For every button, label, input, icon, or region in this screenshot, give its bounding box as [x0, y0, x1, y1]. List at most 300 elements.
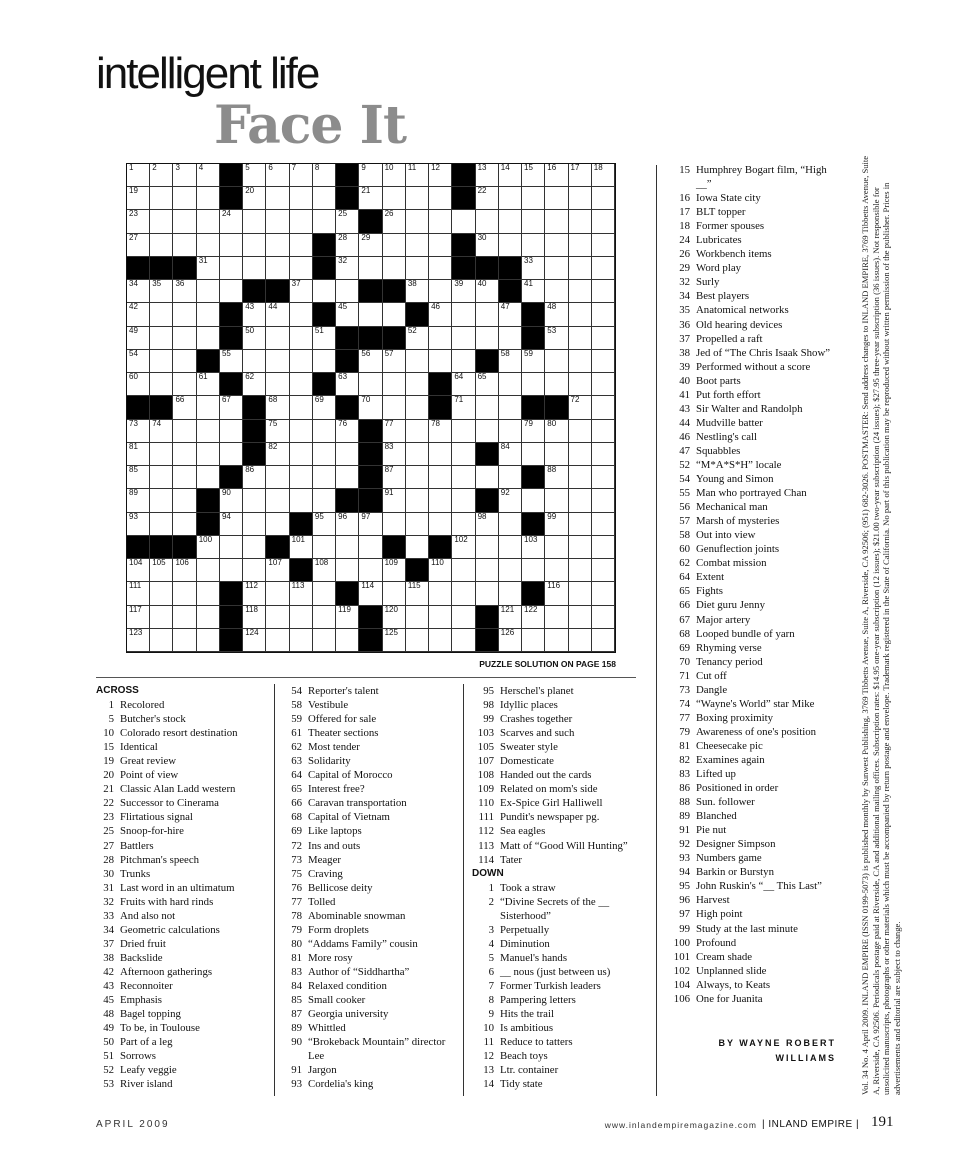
grid-cell[interactable]	[266, 513, 289, 536]
grid-cell[interactable]	[429, 350, 452, 373]
grid-cell[interactable]	[266, 210, 289, 233]
grid-cell[interactable]	[336, 466, 359, 489]
grid-cell[interactable]	[127, 629, 150, 652]
grid-cell[interactable]	[406, 350, 429, 373]
grid-cell[interactable]	[569, 559, 592, 582]
grid-cell[interactable]	[499, 559, 522, 582]
grid-cell[interactable]	[429, 513, 452, 536]
grid-cell[interactable]	[197, 373, 220, 396]
grid-cell[interactable]	[429, 420, 452, 443]
grid-cell[interactable]	[499, 606, 522, 629]
grid-cell[interactable]	[569, 396, 592, 419]
grid-cell[interactable]	[522, 210, 545, 233]
grid-cell[interactable]	[569, 420, 592, 443]
grid-cell[interactable]	[452, 373, 475, 396]
grid-cell[interactable]	[452, 443, 475, 466]
grid-cell[interactable]	[569, 280, 592, 303]
grid-cell[interactable]	[243, 327, 266, 350]
grid-cell[interactable]	[127, 466, 150, 489]
grid-cell[interactable]	[592, 327, 615, 350]
grid-cell[interactable]	[499, 327, 522, 350]
grid-cell[interactable]	[545, 443, 568, 466]
grid-cell[interactable]	[545, 257, 568, 280]
grid-cell[interactable]	[173, 187, 196, 210]
grid-cell[interactable]	[383, 164, 406, 187]
grid-cell[interactable]	[313, 559, 336, 582]
grid-cell[interactable]	[243, 164, 266, 187]
grid-cell[interactable]	[313, 164, 336, 187]
grid-cell[interactable]	[545, 513, 568, 536]
grid-cell[interactable]	[150, 234, 173, 257]
grid-cell[interactable]	[383, 234, 406, 257]
grid-cell[interactable]	[452, 513, 475, 536]
grid-cell[interactable]	[429, 234, 452, 257]
grid-cell[interactable]	[545, 582, 568, 605]
grid-cell[interactable]	[336, 559, 359, 582]
grid-cell[interactable]	[545, 350, 568, 373]
grid-cell[interactable]	[429, 582, 452, 605]
grid-cell[interactable]	[569, 443, 592, 466]
grid-cell[interactable]	[173, 303, 196, 326]
grid-cell[interactable]	[197, 257, 220, 280]
grid-cell[interactable]	[150, 466, 173, 489]
grid-cell[interactable]	[336, 420, 359, 443]
grid-cell[interactable]	[150, 513, 173, 536]
grid-cell[interactable]	[499, 396, 522, 419]
grid-cell[interactable]	[290, 536, 313, 559]
grid-cell[interactable]	[243, 489, 266, 512]
grid-cell[interactable]	[127, 606, 150, 629]
grid-cell[interactable]	[197, 187, 220, 210]
grid-cell[interactable]	[336, 210, 359, 233]
grid-cell[interactable]	[150, 582, 173, 605]
grid-cell[interactable]	[406, 606, 429, 629]
grid-cell[interactable]	[476, 373, 499, 396]
grid-cell[interactable]	[266, 234, 289, 257]
grid-cell[interactable]	[127, 513, 150, 536]
grid-cell[interactable]	[127, 443, 150, 466]
grid-cell[interactable]	[476, 536, 499, 559]
grid-cell[interactable]	[499, 373, 522, 396]
grid-cell[interactable]	[476, 582, 499, 605]
grid-cell[interactable]	[313, 629, 336, 652]
grid-cell[interactable]	[197, 327, 220, 350]
grid-cell[interactable]	[243, 234, 266, 257]
grid-cell[interactable]	[243, 187, 266, 210]
crossword-grid[interactable]	[126, 163, 616, 653]
grid-cell[interactable]	[150, 303, 173, 326]
grid-cell[interactable]	[266, 327, 289, 350]
grid-cell[interactable]	[197, 303, 220, 326]
grid-cell[interactable]	[313, 489, 336, 512]
grid-cell[interactable]	[499, 164, 522, 187]
grid-cell[interactable]	[499, 443, 522, 466]
grid-cell[interactable]	[476, 164, 499, 187]
grid-cell[interactable]	[290, 582, 313, 605]
grid-cell[interactable]	[569, 513, 592, 536]
grid-cell[interactable]	[127, 420, 150, 443]
grid-cell[interactable]	[452, 303, 475, 326]
grid-cell[interactable]	[592, 559, 615, 582]
grid-cell[interactable]	[569, 327, 592, 350]
grid-cell[interactable]	[476, 466, 499, 489]
grid-cell[interactable]	[499, 513, 522, 536]
grid-cell[interactable]	[476, 420, 499, 443]
grid-cell[interactable]	[243, 466, 266, 489]
grid-cell[interactable]	[173, 210, 196, 233]
grid-cell[interactable]	[476, 396, 499, 419]
grid-cell[interactable]	[406, 187, 429, 210]
grid-cell[interactable]	[476, 187, 499, 210]
grid-cell[interactable]	[173, 582, 196, 605]
grid-cell[interactable]	[452, 559, 475, 582]
grid-cell[interactable]	[243, 257, 266, 280]
grid-cell[interactable]	[336, 536, 359, 559]
grid-cell[interactable]	[197, 420, 220, 443]
grid-cell[interactable]	[499, 234, 522, 257]
grid-cell[interactable]	[197, 443, 220, 466]
grid-cell[interactable]	[545, 606, 568, 629]
grid-cell[interactable]	[150, 559, 173, 582]
grid-cell[interactable]	[220, 280, 243, 303]
grid-cell[interactable]	[406, 420, 429, 443]
grid-cell[interactable]	[359, 513, 382, 536]
grid-cell[interactable]	[592, 234, 615, 257]
grid-cell[interactable]	[243, 606, 266, 629]
grid-cell[interactable]	[173, 396, 196, 419]
grid-cell[interactable]	[569, 303, 592, 326]
grid-cell[interactable]	[266, 582, 289, 605]
grid-cell[interactable]	[522, 536, 545, 559]
grid-cell[interactable]	[452, 280, 475, 303]
grid-cell[interactable]	[476, 327, 499, 350]
grid-cell[interactable]	[359, 350, 382, 373]
grid-cell[interactable]	[406, 536, 429, 559]
grid-cell[interactable]	[383, 420, 406, 443]
grid-cell[interactable]	[476, 303, 499, 326]
grid-cell[interactable]	[406, 234, 429, 257]
grid-cell[interactable]	[592, 629, 615, 652]
grid-cell[interactable]	[522, 350, 545, 373]
grid-cell[interactable]	[476, 210, 499, 233]
grid-cell[interactable]	[545, 536, 568, 559]
grid-cell[interactable]	[499, 350, 522, 373]
grid-cell[interactable]	[359, 257, 382, 280]
grid-cell[interactable]	[522, 257, 545, 280]
grid-cell[interactable]	[173, 420, 196, 443]
grid-cell[interactable]	[499, 629, 522, 652]
grid-cell[interactable]	[545, 303, 568, 326]
grid-cell[interactable]	[406, 373, 429, 396]
grid-cell[interactable]	[290, 257, 313, 280]
grid-cell[interactable]	[429, 187, 452, 210]
grid-cell[interactable]	[150, 373, 173, 396]
grid-cell[interactable]	[266, 187, 289, 210]
grid-cell[interactable]	[127, 327, 150, 350]
grid-cell[interactable]	[522, 629, 545, 652]
grid-cell[interactable]	[197, 234, 220, 257]
grid-cell[interactable]	[429, 164, 452, 187]
grid-cell[interactable]	[499, 303, 522, 326]
grid-cell[interactable]	[383, 257, 406, 280]
grid-cell[interactable]	[220, 257, 243, 280]
grid-cell[interactable]	[127, 164, 150, 187]
grid-cell[interactable]	[197, 582, 220, 605]
grid-cell[interactable]	[545, 420, 568, 443]
grid-cell[interactable]	[592, 396, 615, 419]
grid-cell[interactable]	[406, 513, 429, 536]
grid-cell[interactable]	[499, 210, 522, 233]
grid-cell[interactable]	[383, 187, 406, 210]
grid-cell[interactable]	[429, 606, 452, 629]
grid-cell[interactable]	[290, 420, 313, 443]
grid-cell[interactable]	[150, 606, 173, 629]
grid-cell[interactable]	[290, 280, 313, 303]
grid-cell[interactable]	[173, 443, 196, 466]
grid-cell[interactable]	[429, 303, 452, 326]
grid-cell[interactable]	[173, 489, 196, 512]
grid-cell[interactable]	[522, 606, 545, 629]
grid-cell[interactable]	[127, 210, 150, 233]
grid-cell[interactable]	[313, 513, 336, 536]
grid-cell[interactable]	[406, 466, 429, 489]
grid-cell[interactable]	[429, 280, 452, 303]
grid-cell[interactable]	[383, 210, 406, 233]
grid-cell[interactable]	[429, 443, 452, 466]
grid-cell[interactable]	[243, 373, 266, 396]
grid-cell[interactable]	[336, 373, 359, 396]
grid-cell[interactable]	[243, 629, 266, 652]
grid-cell[interactable]	[220, 350, 243, 373]
grid-cell[interactable]	[127, 489, 150, 512]
grid-cell[interactable]	[336, 303, 359, 326]
grid-cell[interactable]	[150, 280, 173, 303]
grid-cell[interactable]	[313, 536, 336, 559]
grid-cell[interactable]	[569, 373, 592, 396]
grid-cell[interactable]	[383, 350, 406, 373]
grid-cell[interactable]	[266, 164, 289, 187]
grid-cell[interactable]	[290, 234, 313, 257]
grid-cell[interactable]	[150, 210, 173, 233]
grid-cell[interactable]	[359, 559, 382, 582]
grid-cell[interactable]	[499, 582, 522, 605]
grid-cell[interactable]	[313, 187, 336, 210]
grid-cell[interactable]	[383, 582, 406, 605]
grid-cell[interactable]	[545, 373, 568, 396]
grid-cell[interactable]	[499, 466, 522, 489]
grid-cell[interactable]	[220, 420, 243, 443]
grid-cell[interactable]	[336, 513, 359, 536]
grid-cell[interactable]	[290, 489, 313, 512]
grid-cell[interactable]	[173, 234, 196, 257]
grid-cell[interactable]	[290, 443, 313, 466]
grid-cell[interactable]	[313, 396, 336, 419]
grid-cell[interactable]	[569, 350, 592, 373]
grid-cell[interactable]	[592, 606, 615, 629]
grid-cell[interactable]	[406, 443, 429, 466]
grid-cell[interactable]	[220, 513, 243, 536]
grid-cell[interactable]	[452, 582, 475, 605]
grid-cell[interactable]	[499, 420, 522, 443]
grid-cell[interactable]	[359, 582, 382, 605]
grid-cell[interactable]	[243, 210, 266, 233]
grid-cell[interactable]	[220, 210, 243, 233]
grid-cell[interactable]	[592, 164, 615, 187]
grid-cell[interactable]	[150, 350, 173, 373]
grid-cell[interactable]	[359, 303, 382, 326]
grid-cell[interactable]	[336, 606, 359, 629]
grid-cell[interactable]	[173, 164, 196, 187]
grid-cell[interactable]	[359, 164, 382, 187]
grid-cell[interactable]	[290, 373, 313, 396]
grid-cell[interactable]	[452, 629, 475, 652]
grid-cell[interactable]	[127, 187, 150, 210]
grid-cell[interactable]	[266, 303, 289, 326]
grid-cell[interactable]	[569, 606, 592, 629]
grid-cell[interactable]	[150, 489, 173, 512]
grid-cell[interactable]	[150, 443, 173, 466]
grid-cell[interactable]	[197, 559, 220, 582]
grid-cell[interactable]	[592, 582, 615, 605]
grid-cell[interactable]	[452, 327, 475, 350]
grid-cell[interactable]	[220, 536, 243, 559]
grid-cell[interactable]	[569, 536, 592, 559]
grid-cell[interactable]	[266, 420, 289, 443]
grid-cell[interactable]	[522, 280, 545, 303]
grid-cell[interactable]	[569, 187, 592, 210]
grid-cell[interactable]	[429, 210, 452, 233]
grid-cell[interactable]	[569, 582, 592, 605]
grid-cell[interactable]	[476, 513, 499, 536]
grid-cell[interactable]	[173, 559, 196, 582]
grid-cell[interactable]	[266, 629, 289, 652]
grid-cell[interactable]	[313, 606, 336, 629]
grid-cell[interactable]	[290, 466, 313, 489]
grid-cell[interactable]	[359, 234, 382, 257]
grid-cell[interactable]	[290, 350, 313, 373]
grid-cell[interactable]	[313, 420, 336, 443]
grid-cell[interactable]	[522, 559, 545, 582]
grid-cell[interactable]	[569, 466, 592, 489]
grid-cell[interactable]	[243, 536, 266, 559]
grid-cell[interactable]	[197, 164, 220, 187]
grid-cell[interactable]	[569, 489, 592, 512]
grid-cell[interactable]	[452, 420, 475, 443]
grid-cell[interactable]	[173, 513, 196, 536]
grid-cell[interactable]	[336, 234, 359, 257]
grid-cell[interactable]	[266, 606, 289, 629]
grid-cell[interactable]	[452, 489, 475, 512]
grid-cell[interactable]	[197, 396, 220, 419]
grid-cell[interactable]	[243, 513, 266, 536]
grid-cell[interactable]	[290, 187, 313, 210]
grid-cell[interactable]	[266, 559, 289, 582]
grid-cell[interactable]	[290, 164, 313, 187]
grid-cell[interactable]	[290, 629, 313, 652]
grid-cell[interactable]	[266, 396, 289, 419]
grid-cell[interactable]	[150, 187, 173, 210]
grid-cell[interactable]	[220, 489, 243, 512]
grid-cell[interactable]	[313, 280, 336, 303]
grid-cell[interactable]	[359, 187, 382, 210]
grid-cell[interactable]	[313, 350, 336, 373]
grid-cell[interactable]	[429, 559, 452, 582]
grid-cell[interactable]	[266, 466, 289, 489]
grid-cell[interactable]	[383, 443, 406, 466]
grid-cell[interactable]	[290, 606, 313, 629]
grid-cell[interactable]	[220, 559, 243, 582]
grid-cell[interactable]	[127, 280, 150, 303]
grid-cell[interactable]	[522, 420, 545, 443]
grid-cell[interactable]	[406, 210, 429, 233]
grid-cell[interactable]	[476, 559, 499, 582]
grid-cell[interactable]	[173, 280, 196, 303]
grid-cell[interactable]	[266, 373, 289, 396]
grid-cell[interactable]	[545, 559, 568, 582]
grid-cell[interactable]	[592, 536, 615, 559]
grid-cell[interactable]	[266, 257, 289, 280]
grid-cell[interactable]	[127, 582, 150, 605]
grid-cell[interactable]	[429, 489, 452, 512]
grid-cell[interactable]	[476, 280, 499, 303]
grid-cell[interactable]	[499, 489, 522, 512]
grid-cell[interactable]	[406, 257, 429, 280]
grid-cell[interactable]	[150, 327, 173, 350]
grid-cell[interactable]	[150, 629, 173, 652]
grid-cell[interactable]	[197, 466, 220, 489]
grid-cell[interactable]	[569, 629, 592, 652]
grid-cell[interactable]	[197, 606, 220, 629]
grid-cell[interactable]	[592, 280, 615, 303]
grid-cell[interactable]	[545, 164, 568, 187]
grid-cell[interactable]	[592, 466, 615, 489]
grid-cell[interactable]	[545, 629, 568, 652]
grid-cell[interactable]	[173, 606, 196, 629]
grid-cell[interactable]	[569, 164, 592, 187]
grid-cell[interactable]	[150, 420, 173, 443]
grid-cell[interactable]	[243, 582, 266, 605]
grid-cell[interactable]	[569, 234, 592, 257]
grid-cell[interactable]	[383, 559, 406, 582]
grid-cell[interactable]	[522, 164, 545, 187]
grid-cell[interactable]	[429, 257, 452, 280]
grid-cell[interactable]	[545, 280, 568, 303]
grid-cell[interactable]	[266, 489, 289, 512]
grid-cell[interactable]	[522, 443, 545, 466]
grid-cell[interactable]	[313, 443, 336, 466]
grid-cell[interactable]	[266, 443, 289, 466]
grid-cell[interactable]	[127, 303, 150, 326]
grid-cell[interactable]	[569, 210, 592, 233]
grid-cell[interactable]	[592, 513, 615, 536]
footer-url[interactable]: www.inlandempiremagazine.com	[604, 1120, 757, 1130]
grid-cell[interactable]	[383, 303, 406, 326]
grid-cell[interactable]	[406, 396, 429, 419]
grid-cell[interactable]	[406, 164, 429, 187]
grid-cell[interactable]	[173, 629, 196, 652]
grid-cell[interactable]	[592, 373, 615, 396]
grid-cell[interactable]	[452, 350, 475, 373]
grid-cell[interactable]	[383, 396, 406, 419]
grid-cell[interactable]	[359, 373, 382, 396]
grid-cell[interactable]	[173, 466, 196, 489]
grid-cell[interactable]	[406, 582, 429, 605]
grid-cell[interactable]	[545, 187, 568, 210]
grid-cell[interactable]	[150, 164, 173, 187]
grid-cell[interactable]	[243, 350, 266, 373]
grid-cell[interactable]	[406, 327, 429, 350]
grid-cell[interactable]	[290, 303, 313, 326]
